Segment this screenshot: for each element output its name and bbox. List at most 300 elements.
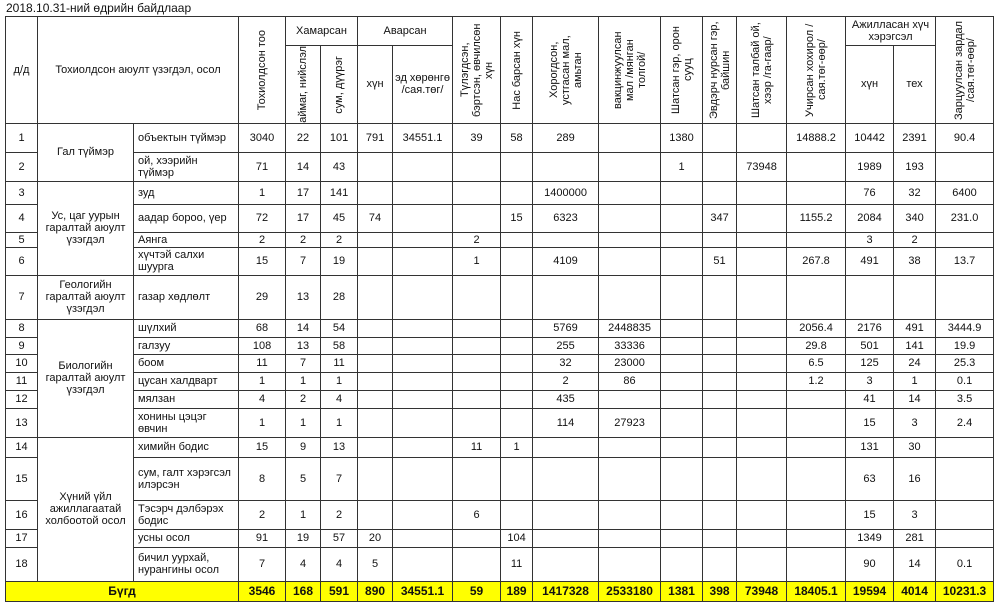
row-number: 5 (6, 232, 38, 247)
value-cell: 5769 (533, 319, 599, 337)
table-row (6, 232, 994, 247)
value-cell: 2391 (894, 123, 936, 152)
value-cell: 33336 (599, 337, 661, 354)
value-cell: 51 (703, 247, 737, 275)
total-value-cell: 168 (286, 581, 321, 601)
value-cell: 15 (501, 204, 533, 232)
value-cell (787, 152, 846, 181)
value-cell (787, 232, 846, 247)
value-cell (737, 181, 787, 204)
value-cell (358, 232, 393, 247)
value-cell (453, 181, 501, 204)
value-cell (703, 319, 737, 337)
header-forces: Ажилласан хүч хэрэгсэл (846, 17, 936, 46)
total-value-cell: 3546 (239, 581, 286, 601)
value-cell (703, 408, 737, 437)
value-cell (599, 457, 661, 500)
header-covered-sum: сум, дүүрэг (321, 46, 358, 124)
value-cell: 4 (321, 547, 358, 581)
total-value-cell: 34551.1 (393, 581, 453, 601)
value-cell (599, 247, 661, 275)
value-cell (661, 457, 703, 500)
value-cell (393, 354, 453, 372)
value-cell: 1 (894, 372, 936, 390)
value-cell: 14 (894, 390, 936, 408)
value-cell (737, 204, 787, 232)
value-cell (846, 275, 894, 319)
value-cell (453, 204, 501, 232)
value-cell: 72 (239, 204, 286, 232)
value-cell (703, 354, 737, 372)
value-cell: 11 (453, 437, 501, 457)
header-forces-people: хүн (846, 46, 894, 124)
value-cell: 131 (846, 437, 894, 457)
value-cell (661, 354, 703, 372)
value-cell (737, 354, 787, 372)
value-cell (661, 390, 703, 408)
value-cell: 29 (239, 275, 286, 319)
value-cell: 267.8 (787, 247, 846, 275)
value-cell: 1 (286, 372, 321, 390)
subcategory-cell: газар хөдлөлт (134, 275, 239, 319)
value-cell: 90.4 (936, 123, 994, 152)
subcategory-cell: усны осол (134, 529, 239, 547)
value-cell (599, 181, 661, 204)
row-number: 6 (6, 247, 38, 275)
row-number: 16 (6, 500, 38, 529)
value-cell (453, 275, 501, 319)
value-cell: 14 (286, 319, 321, 337)
subcategory-cell: хүчтэй салхи шуурга (134, 247, 239, 275)
value-cell: 11 (239, 354, 286, 372)
value-cell: 1400000 (533, 181, 599, 204)
value-cell: 1380 (661, 123, 703, 152)
value-cell: 6323 (533, 204, 599, 232)
value-cell (599, 390, 661, 408)
value-cell (393, 204, 453, 232)
value-cell: 6 (453, 500, 501, 529)
value-cell: 7 (321, 457, 358, 500)
table-row (6, 204, 994, 232)
value-cell: 0.1 (936, 372, 994, 390)
value-cell (737, 337, 787, 354)
row-number: 4 (6, 204, 38, 232)
value-cell: 1155.2 (787, 204, 846, 232)
value-cell (393, 247, 453, 275)
value-cell (393, 319, 453, 337)
value-cell: 114 (533, 408, 599, 437)
value-cell: 193 (894, 152, 936, 181)
value-cell: 255 (533, 337, 599, 354)
row-number: 8 (6, 319, 38, 337)
value-cell: 1 (661, 152, 703, 181)
value-cell (737, 319, 787, 337)
value-cell: 73948 (737, 152, 787, 181)
value-cell (501, 408, 533, 437)
value-cell: 2448835 (599, 319, 661, 337)
value-cell (501, 390, 533, 408)
header-homes-damaged: Эвдэрч нурсан гэр, байшин (703, 17, 737, 124)
incident-table (5, 16, 994, 602)
value-cell: 3 (846, 232, 894, 247)
value-cell: 14 (894, 547, 936, 581)
value-cell (787, 529, 846, 547)
value-cell: 3.5 (936, 390, 994, 408)
value-cell: 27923 (599, 408, 661, 437)
value-cell (737, 408, 787, 437)
value-cell: 16 (894, 457, 936, 500)
value-cell: 1989 (846, 152, 894, 181)
value-cell (501, 152, 533, 181)
value-cell (737, 275, 787, 319)
value-cell (661, 372, 703, 390)
value-cell: 13 (286, 275, 321, 319)
value-cell: 54 (321, 319, 358, 337)
subcategory-cell: сум, галт хэрэгсэл илэрсэн (134, 457, 239, 500)
value-cell: 45 (321, 204, 358, 232)
header-covered: Хамарсан (286, 17, 358, 46)
value-cell: 2 (286, 390, 321, 408)
table-row (6, 457, 994, 500)
total-value-cell: 19594 (846, 581, 894, 601)
value-cell (533, 500, 599, 529)
value-cell: 90 (846, 547, 894, 581)
value-cell: 15 (846, 408, 894, 437)
value-cell: 34551.1 (393, 123, 453, 152)
row-number: 18 (6, 547, 38, 581)
category-cell: Биологийн гаралтай аюулт үзэгдэл (38, 319, 134, 437)
value-cell (501, 247, 533, 275)
value-cell: 1 (501, 437, 533, 457)
value-cell: 71 (239, 152, 286, 181)
value-cell (393, 408, 453, 437)
value-cell: 281 (894, 529, 936, 547)
value-cell (661, 319, 703, 337)
value-cell (787, 275, 846, 319)
subcategory-cell: Аянга (134, 232, 239, 247)
total-row (6, 581, 994, 601)
row-number: 2 (6, 152, 38, 181)
value-cell: 58 (321, 337, 358, 354)
value-cell: 2 (894, 232, 936, 247)
value-cell: 7 (286, 354, 321, 372)
category-cell: Хүний үйл ажиллагаатай холбоотой осол (38, 437, 134, 581)
value-cell: 501 (846, 337, 894, 354)
value-cell: 15 (846, 500, 894, 529)
value-cell: 9 (286, 437, 321, 457)
header-event: Тохиолдсон аюулт үзэгдэл, осол (38, 17, 239, 124)
value-cell (737, 247, 787, 275)
value-cell: 74 (358, 204, 393, 232)
total-value-cell: 398 (703, 581, 737, 601)
value-cell: 29.8 (787, 337, 846, 354)
value-cell: 14888.2 (787, 123, 846, 152)
value-cell: 17 (286, 181, 321, 204)
value-cell (533, 275, 599, 319)
value-cell (533, 529, 599, 547)
subcategory-cell: химийн бодис (134, 437, 239, 457)
value-cell (453, 457, 501, 500)
table-row (6, 408, 994, 437)
value-cell: 28 (321, 275, 358, 319)
value-cell: 4 (239, 390, 286, 408)
value-cell (703, 390, 737, 408)
value-cell (453, 337, 501, 354)
value-cell: 2 (533, 372, 599, 390)
value-cell (358, 372, 393, 390)
value-cell (661, 437, 703, 457)
value-cell (453, 319, 501, 337)
value-cell (703, 123, 737, 152)
value-cell: 41 (846, 390, 894, 408)
value-cell (599, 437, 661, 457)
category-cell: Гал түймэр (38, 123, 134, 181)
value-cell: 4 (286, 547, 321, 581)
value-cell (358, 319, 393, 337)
header-burned: Түлэгдсэн, бэртсэн, өвчилсөн хүн (453, 17, 501, 124)
report-date-title: 2018.10.31-ний өдрийн байдлаар (6, 1, 192, 15)
value-cell (501, 354, 533, 372)
table-row (6, 123, 994, 152)
table-row (6, 275, 994, 319)
value-cell (737, 232, 787, 247)
subcategory-cell: аадар бороо, үер (134, 204, 239, 232)
value-cell (358, 152, 393, 181)
value-cell (737, 437, 787, 457)
value-cell (787, 437, 846, 457)
category-cell: Геологийн гаралтай аюулт үзэгдэл (38, 275, 134, 319)
value-cell (703, 372, 737, 390)
value-cell: 1 (286, 500, 321, 529)
header-no: д/д (6, 17, 38, 124)
table-row (6, 437, 994, 457)
value-cell (453, 152, 501, 181)
header-area-burned: Шатсан талбай ой, хээр /га-гаар/ (737, 17, 787, 124)
value-cell (737, 390, 787, 408)
header-victims-people: хүн (358, 46, 393, 124)
value-cell: 4109 (533, 247, 599, 275)
value-cell: 32 (533, 354, 599, 372)
value-cell: 1 (321, 372, 358, 390)
subcategory-cell: хонины цэцэг өвчин (134, 408, 239, 437)
subcategory-cell: галзуу (134, 337, 239, 354)
value-cell (703, 275, 737, 319)
value-cell (936, 152, 994, 181)
header-homes-burned: Шатсан гэр, орон сууц (661, 17, 703, 124)
value-cell (501, 500, 533, 529)
table-row (6, 247, 994, 275)
value-cell: 38 (894, 247, 936, 275)
header-count: Тохиолдсон тоо (239, 17, 286, 124)
row-number: 15 (6, 457, 38, 500)
value-cell (453, 547, 501, 581)
value-cell (453, 372, 501, 390)
value-cell (599, 547, 661, 581)
subcategory-cell: мялзан (134, 390, 239, 408)
row-number: 11 (6, 372, 38, 390)
value-cell: 3 (894, 408, 936, 437)
header-loss: Учирсан хохирол /сая.төг-өөр/ (787, 17, 846, 124)
header-vaccinated: вакцинжуулсан мал /мянган толгой/ (599, 17, 661, 124)
value-cell: 1349 (846, 529, 894, 547)
value-cell (661, 181, 703, 204)
table-row (6, 152, 994, 181)
value-cell (533, 152, 599, 181)
value-cell (703, 547, 737, 581)
row-number: 13 (6, 408, 38, 437)
value-cell (599, 152, 661, 181)
total-label: Бүгд (6, 581, 239, 601)
total-value-cell: 2533180 (599, 581, 661, 601)
value-cell: 4 (321, 390, 358, 408)
value-cell (533, 457, 599, 500)
value-cell: 108 (239, 337, 286, 354)
value-cell: 5 (286, 457, 321, 500)
value-cell (787, 547, 846, 581)
value-cell: 125 (846, 354, 894, 372)
value-cell (393, 372, 453, 390)
value-cell: 17 (286, 204, 321, 232)
value-cell (787, 390, 846, 408)
value-cell (453, 354, 501, 372)
value-cell: 86 (599, 372, 661, 390)
value-cell (358, 247, 393, 275)
value-cell: 1 (321, 408, 358, 437)
row-number: 1 (6, 123, 38, 152)
row-number: 17 (6, 529, 38, 547)
table-row (6, 181, 994, 204)
value-cell: 30 (894, 437, 936, 457)
value-cell (533, 232, 599, 247)
value-cell: 19.9 (936, 337, 994, 354)
value-cell: 1 (239, 408, 286, 437)
value-cell (533, 547, 599, 581)
value-cell: 10442 (846, 123, 894, 152)
value-cell (894, 275, 936, 319)
value-cell (358, 275, 393, 319)
value-cell: 3 (894, 500, 936, 529)
value-cell (737, 500, 787, 529)
table-row (6, 337, 994, 354)
value-cell: 76 (846, 181, 894, 204)
value-cell (393, 500, 453, 529)
value-cell (661, 337, 703, 354)
table-row (6, 500, 994, 529)
value-cell (737, 457, 787, 500)
value-cell: 1 (239, 181, 286, 204)
table-row (6, 319, 994, 337)
value-cell (393, 457, 453, 500)
value-cell: 2.4 (936, 408, 994, 437)
table-row (6, 372, 994, 390)
value-cell (599, 500, 661, 529)
value-cell (393, 529, 453, 547)
value-cell: 11 (321, 354, 358, 372)
table-row (6, 354, 994, 372)
value-cell (501, 275, 533, 319)
value-cell: 5 (358, 547, 393, 581)
subcategory-cell: зуд (134, 181, 239, 204)
value-cell (703, 181, 737, 204)
value-cell: 2056.4 (787, 319, 846, 337)
value-cell: 25.3 (936, 354, 994, 372)
value-cell (936, 529, 994, 547)
header-livestock-lost: Хорогдсон, устгасан мал, амьтан (533, 17, 599, 124)
category-cell: Ус, цаг уурын гаралтай аюулт үзэгдэл (38, 181, 134, 275)
value-cell (661, 529, 703, 547)
subcategory-cell: объектын түймэр (134, 123, 239, 152)
total-value-cell: 73948 (737, 581, 787, 601)
value-cell: 101 (321, 123, 358, 152)
value-cell: 1 (453, 247, 501, 275)
value-cell (599, 275, 661, 319)
value-cell: 23000 (599, 354, 661, 372)
value-cell: 13.7 (936, 247, 994, 275)
value-cell (936, 437, 994, 457)
value-cell: 14 (286, 152, 321, 181)
value-cell (358, 500, 393, 529)
value-cell: 347 (703, 204, 737, 232)
row-number: 3 (6, 181, 38, 204)
value-cell (661, 232, 703, 247)
value-cell (703, 337, 737, 354)
value-cell (358, 457, 393, 500)
value-cell: 2 (321, 500, 358, 529)
value-cell: 2084 (846, 204, 894, 232)
header-covered-aimag: аймаг, нийслэл (286, 46, 321, 124)
value-cell (453, 390, 501, 408)
value-cell (358, 390, 393, 408)
header-victims: Аварсан (358, 17, 453, 46)
value-cell: 19 (321, 247, 358, 275)
value-cell: 2 (239, 232, 286, 247)
total-value-cell: 18405.1 (787, 581, 846, 601)
value-cell: 435 (533, 390, 599, 408)
value-cell: 91 (239, 529, 286, 547)
value-cell: 8 (239, 457, 286, 500)
value-cell (393, 390, 453, 408)
subcategory-cell: боом (134, 354, 239, 372)
value-cell (703, 437, 737, 457)
value-cell: 6.5 (787, 354, 846, 372)
value-cell (533, 437, 599, 457)
value-cell: 141 (894, 337, 936, 354)
value-cell (936, 500, 994, 529)
subcategory-cell: шүлхий (134, 319, 239, 337)
value-cell: 43 (321, 152, 358, 181)
value-cell (737, 529, 787, 547)
value-cell: 1 (239, 372, 286, 390)
value-cell (599, 232, 661, 247)
value-cell (661, 247, 703, 275)
header-forces-tech: тех (894, 46, 936, 124)
value-cell (358, 437, 393, 457)
value-cell: 2 (321, 232, 358, 247)
value-cell: 11 (501, 547, 533, 581)
value-cell: 15 (239, 247, 286, 275)
subcategory-cell: цусан халдварт (134, 372, 239, 390)
total-value-cell: 591 (321, 581, 358, 601)
value-cell (787, 408, 846, 437)
value-cell: 1 (286, 408, 321, 437)
value-cell (599, 204, 661, 232)
value-cell (737, 372, 787, 390)
value-cell (393, 232, 453, 247)
subcategory-cell: ой, хээрийн түймэр (134, 152, 239, 181)
value-cell (358, 408, 393, 437)
value-cell: 791 (358, 123, 393, 152)
value-cell (599, 529, 661, 547)
